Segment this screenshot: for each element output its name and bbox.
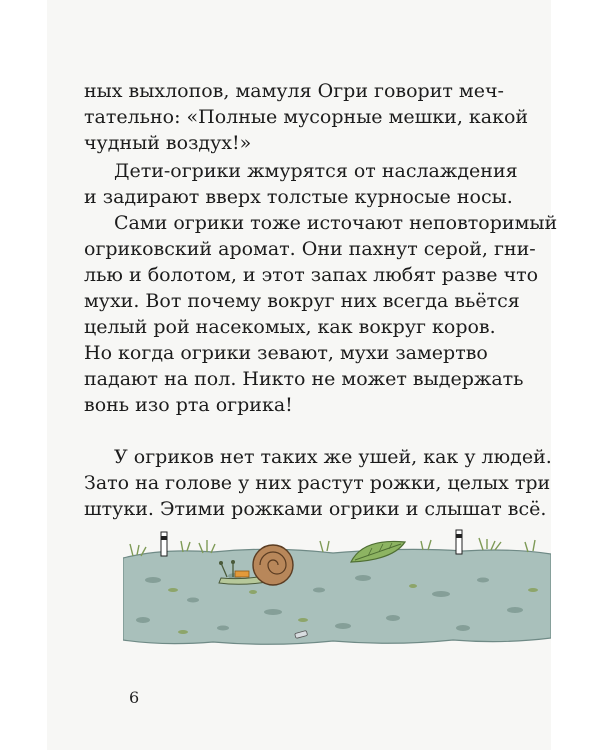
text-line: вонь изо рта огрика! bbox=[84, 394, 293, 416]
text-line: и задирают вверх толстые курносые носы. bbox=[84, 186, 513, 208]
page-number: 6 bbox=[129, 688, 140, 707]
text-line: Дети-огрики жмурятся от наслаждения bbox=[114, 160, 518, 182]
text-line: ных выхлопов, мамуля Огри говорит меч- bbox=[84, 80, 504, 102]
text-line: тательно: «Полные мусорные мешки, какой bbox=[84, 106, 529, 128]
text-line: У огриков нет таких же ушей, как у людей. bbox=[114, 446, 552, 468]
text-line: лью и болотом, и этот запах любят разве что bbox=[84, 264, 539, 286]
text-line: Но когда огрики зевают, мухи замертво bbox=[84, 342, 488, 364]
text-line: целый рой насекомых, как вокруг коров. bbox=[84, 316, 496, 338]
text-line: Сами огрики тоже источают неповторимый bbox=[114, 212, 558, 234]
ground-surface bbox=[123, 549, 551, 644]
marker-post-right bbox=[456, 530, 462, 554]
text-line: штуки. Этими рожками огрики и слышат всё. bbox=[84, 498, 547, 520]
ground-illustration bbox=[123, 520, 551, 665]
text-line: чудный воздух!» bbox=[84, 132, 252, 154]
text-line: огриковский аромат. Они пахнут серой, гни- bbox=[84, 238, 536, 260]
marker-post-left bbox=[161, 532, 167, 556]
text-line: мухи. Вот почему вокруг них всегда вьётся bbox=[84, 290, 520, 312]
text-line: Зато на голове у них растут рожки, целых три bbox=[84, 472, 551, 494]
text-line: падают на пол. Никто не может выдержать bbox=[84, 368, 524, 390]
